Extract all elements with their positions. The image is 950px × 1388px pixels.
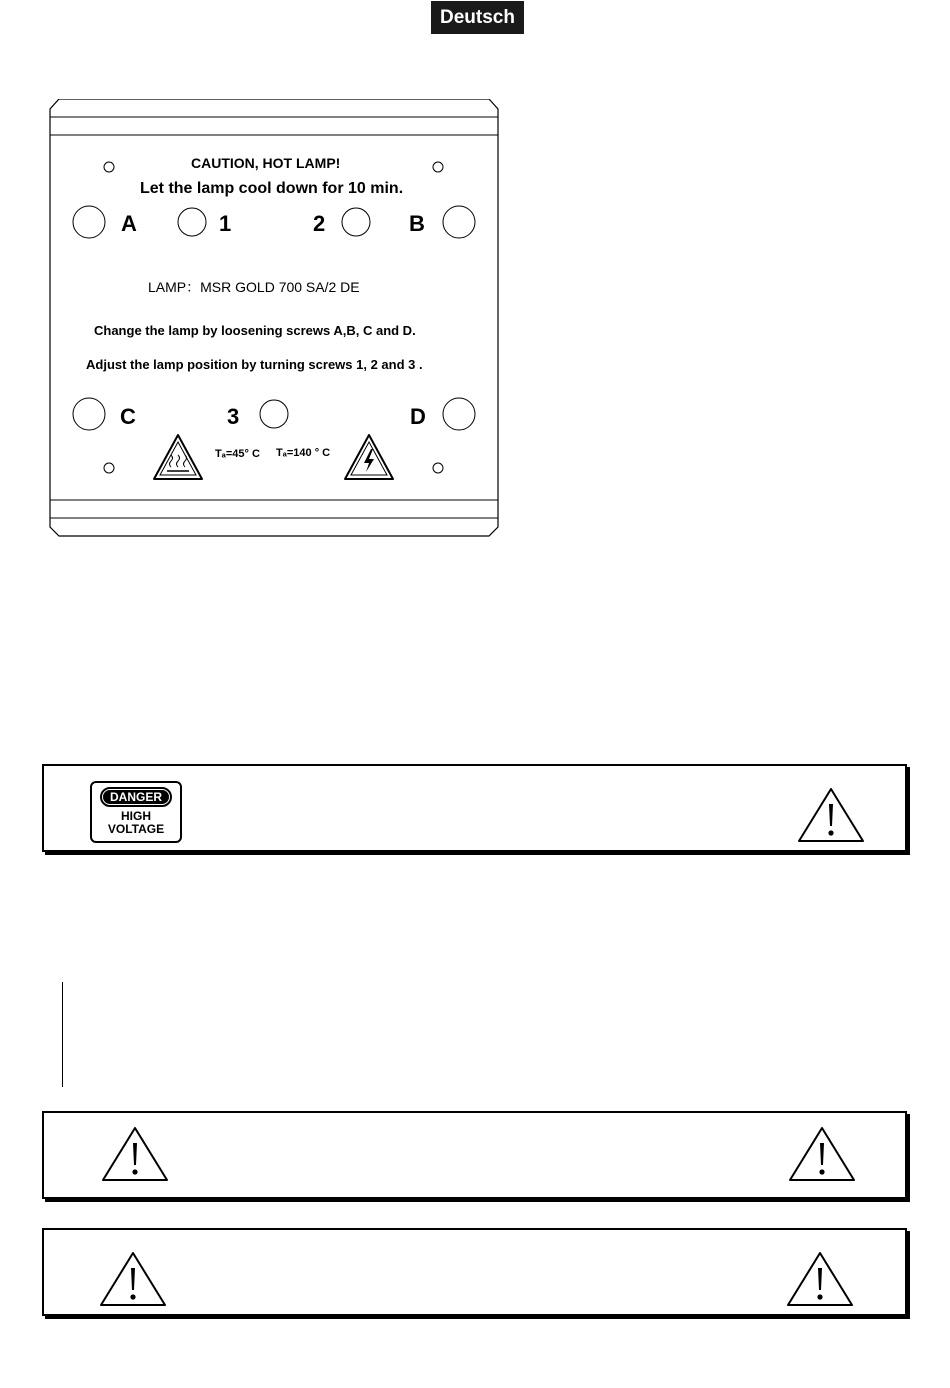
warning-triangle-icon <box>785 1250 855 1308</box>
danger-label: DANGER <box>100 787 172 807</box>
warning-triangle-icon <box>787 1125 857 1183</box>
danger-warning-box <box>42 764 907 852</box>
change-lamp-instruction: Change the lamp by loosening screws A,B, C and D. <box>94 323 416 338</box>
lamp-cover-plate <box>49 99 499 537</box>
lamp-type: LAMP：MSR GOLD 700 SA/2 DE <box>148 279 360 295</box>
temp-rating-right: Tₐ=140 ° C <box>276 447 331 459</box>
screw-label-1: 1 <box>219 211 232 236</box>
screw-label-b: B <box>409 211 425 236</box>
screw-label-a: A <box>121 211 137 236</box>
screw-label-c: C <box>120 404 136 429</box>
warning-triangle-icon <box>98 1250 168 1308</box>
adjust-lamp-instruction: Adjust the lamp position by turning screws 1, 2 and 3 . <box>86 357 423 372</box>
warning-triangle-icon <box>796 786 866 844</box>
screw-label-3: 3 <box>227 404 240 429</box>
voltage-label: VOLTAGE <box>107 822 165 836</box>
language-badge: Deutsch <box>431 1 524 34</box>
caution-warning-box-2 <box>42 1228 907 1316</box>
danger-high-voltage-sign <box>90 781 182 843</box>
screw-label-2: 2 <box>313 211 326 236</box>
caution-warning-box-1 <box>42 1111 907 1199</box>
cool-down-notice: Let the lamp cool down for 10 min. <box>140 180 404 197</box>
high-label: HIGH <box>120 809 151 823</box>
screw-label-d: D <box>410 404 426 429</box>
temp-rating-left: Tₐ=45° C <box>215 448 260 460</box>
margin-change-bar <box>62 982 63 1087</box>
warning-triangle-icon <box>100 1125 170 1183</box>
caution-title: CAUTION, HOT LAMP! <box>191 155 341 171</box>
